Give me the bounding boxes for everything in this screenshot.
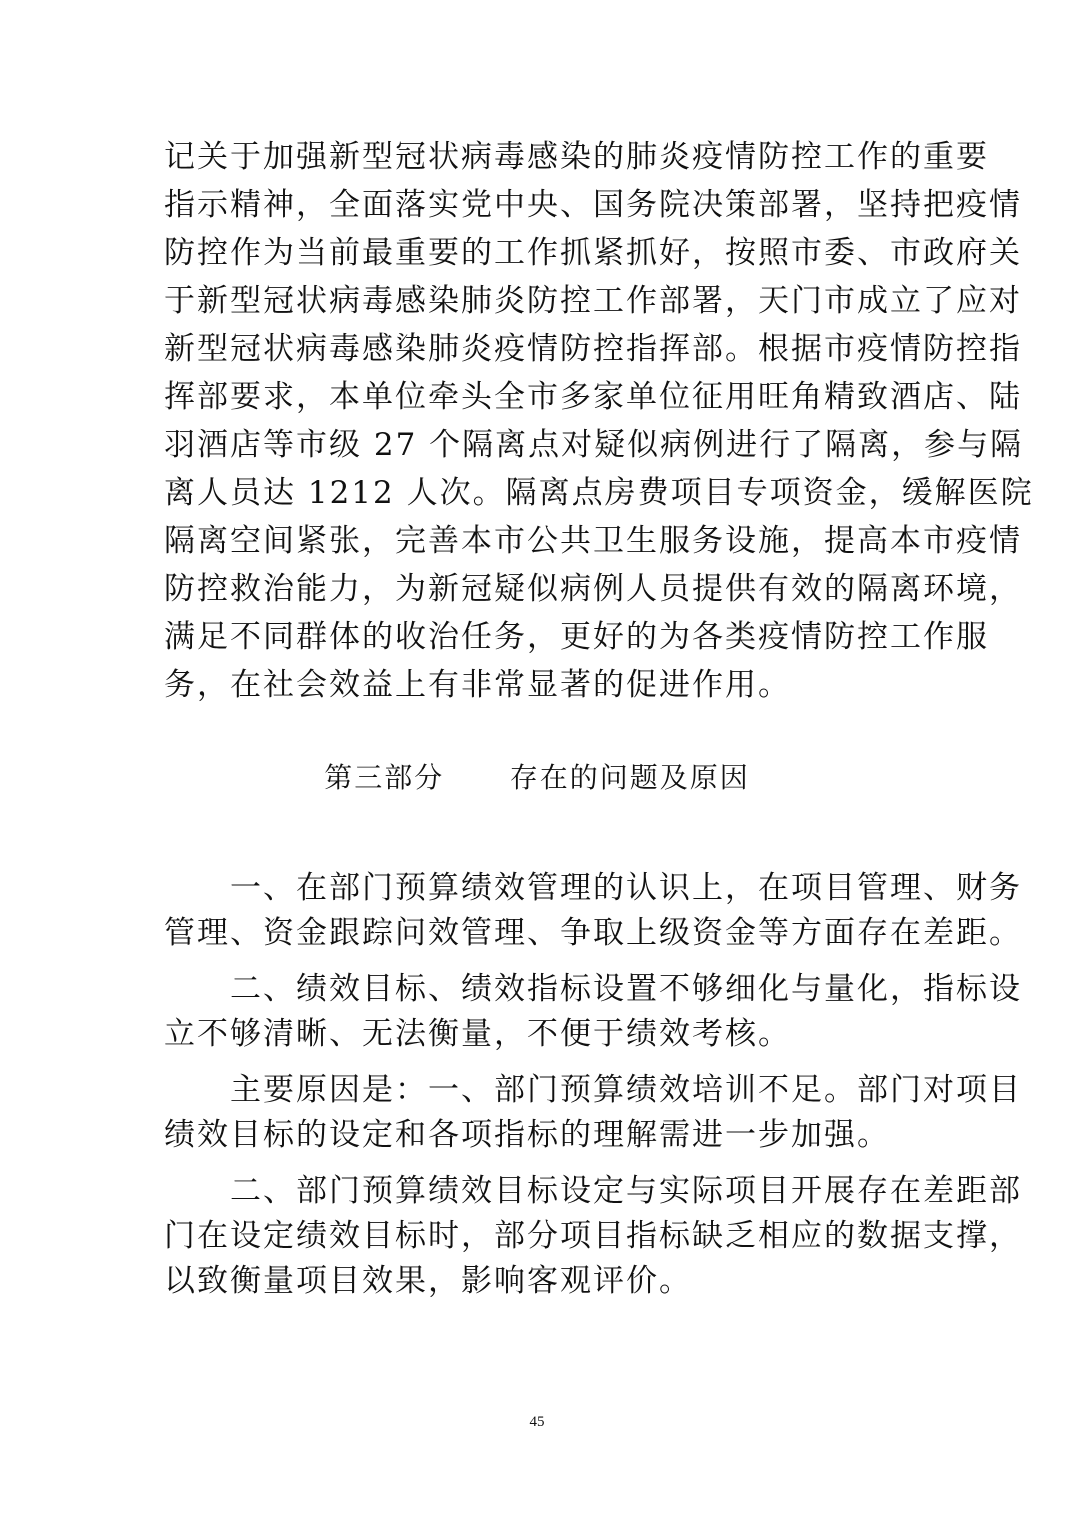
section-paragraph <box>164 866 1022 956</box>
section-paragraph <box>164 1169 1022 1304</box>
paragraph-line: 防控救治能力，为新冠疑似病例人员提供有效的隔离环境， <box>164 571 1022 607</box>
paragraph-line: 挥部要求，本单位牵头全市多家单位征用旺角精致酒店、陆 <box>164 379 1022 415</box>
paragraph-line: 二、绩效目标、绩效指标设置不够细化与量化，指标设 <box>164 971 1022 1007</box>
paragraph-line: 离人员达 1212 人次。隔离点房费项目专项资金，缓解医院 <box>164 475 1034 511</box>
section-heading: 第三部分 存在的问题及原因 <box>324 761 750 794</box>
section-paragraph <box>164 967 1022 1057</box>
page-number: 45 <box>529 1414 545 1430</box>
paragraph-line: 于新型冠状病毒感染肺炎防控工作部署，天门市成立了应对 <box>164 283 1022 319</box>
paragraph-line: 隔离空间紧张，完善本市公共卫生服务设施，提高本市疫情 <box>164 523 1022 559</box>
paragraph-line: 指示精神，全面落实党中央、国务院决策部署，坚持把疫情 <box>164 187 1022 223</box>
paragraph-line: 以致衡量项目效果，影响客观评价。 <box>164 1263 692 1299</box>
paragraph-line: 门在设定绩效目标时，部分项目指标缺乏相应的数据支撑， <box>164 1218 1022 1254</box>
paragraph-line: 二、部门预算绩效目标设定与实际项目开展存在差距部 <box>164 1173 1022 1209</box>
paragraph-line: 主要原因是：一、部门预算绩效培训不足。部门对项目 <box>164 1072 1022 1108</box>
paragraph-line: 绩效目标的设定和各项指标的理解需进一步加强。 <box>164 1117 890 1153</box>
paragraph-line: 立不够清晰、无法衡量，不便于绩效考核。 <box>164 1016 791 1052</box>
paragraph-line: 新型冠状病毒感染肺炎疫情防控指挥部。根据市疫情防控指 <box>164 331 1022 367</box>
paragraph-line: 务，在社会效益上有非常显著的促进作用。 <box>164 667 791 703</box>
paragraph-line: 记关于加强新型冠状病毒感染的肺炎疫情防控工作的重要 <box>164 139 989 175</box>
paragraph-line: 满足不同群体的收治任务，更好的为各类疫情防控工作服 <box>164 619 989 655</box>
continued-paragraph <box>164 133 1034 709</box>
paragraph-line: 防控作为当前最重要的工作抓紧抓好，按照市委、市政府关 <box>164 235 1022 271</box>
paragraph-line: 羽酒店等市级 27 个隔离点对疑似病例进行了隔离，参与隔 <box>164 427 1024 463</box>
paragraph-line: 管理、资金跟踪问效管理、争取上级资金等方面存在差距。 <box>164 915 1022 951</box>
paragraph-line: 一、在部门预算绩效管理的认识上，在项目管理、财务 <box>164 870 1022 906</box>
section-body <box>164 866 1022 1304</box>
section-paragraph <box>164 1068 1022 1158</box>
